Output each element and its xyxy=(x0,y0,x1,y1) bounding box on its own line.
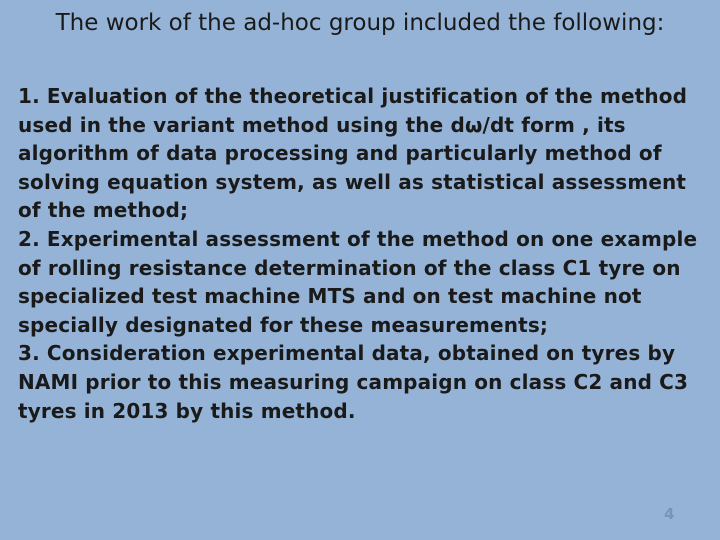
list-item-2: 2. Experimental assessment of the method on one example of rolling resistance determination of the class C1 tyre on specialized test machine MTS and on test machine not specially designated for these measurements; xyxy=(18,226,698,337)
slide-title: The work of the ad-hoc group included the following: xyxy=(55,10,665,36)
list-item-3: 3. Consideration experimental data, obtained on tyres by NAMI prior to this measuring campaign on class C2 and C3 tyres in 2013 by this method. xyxy=(18,341,689,423)
slide-body xyxy=(18,82,708,425)
list-item-1: 1. Evaluation of the theoretical justification of the method used in the variant method using the dω/dt form , its algorithm of data processing and particularly method of solving equation system, as well as statistical assessment of the method; xyxy=(18,84,688,223)
page-number: 4 xyxy=(664,505,675,523)
